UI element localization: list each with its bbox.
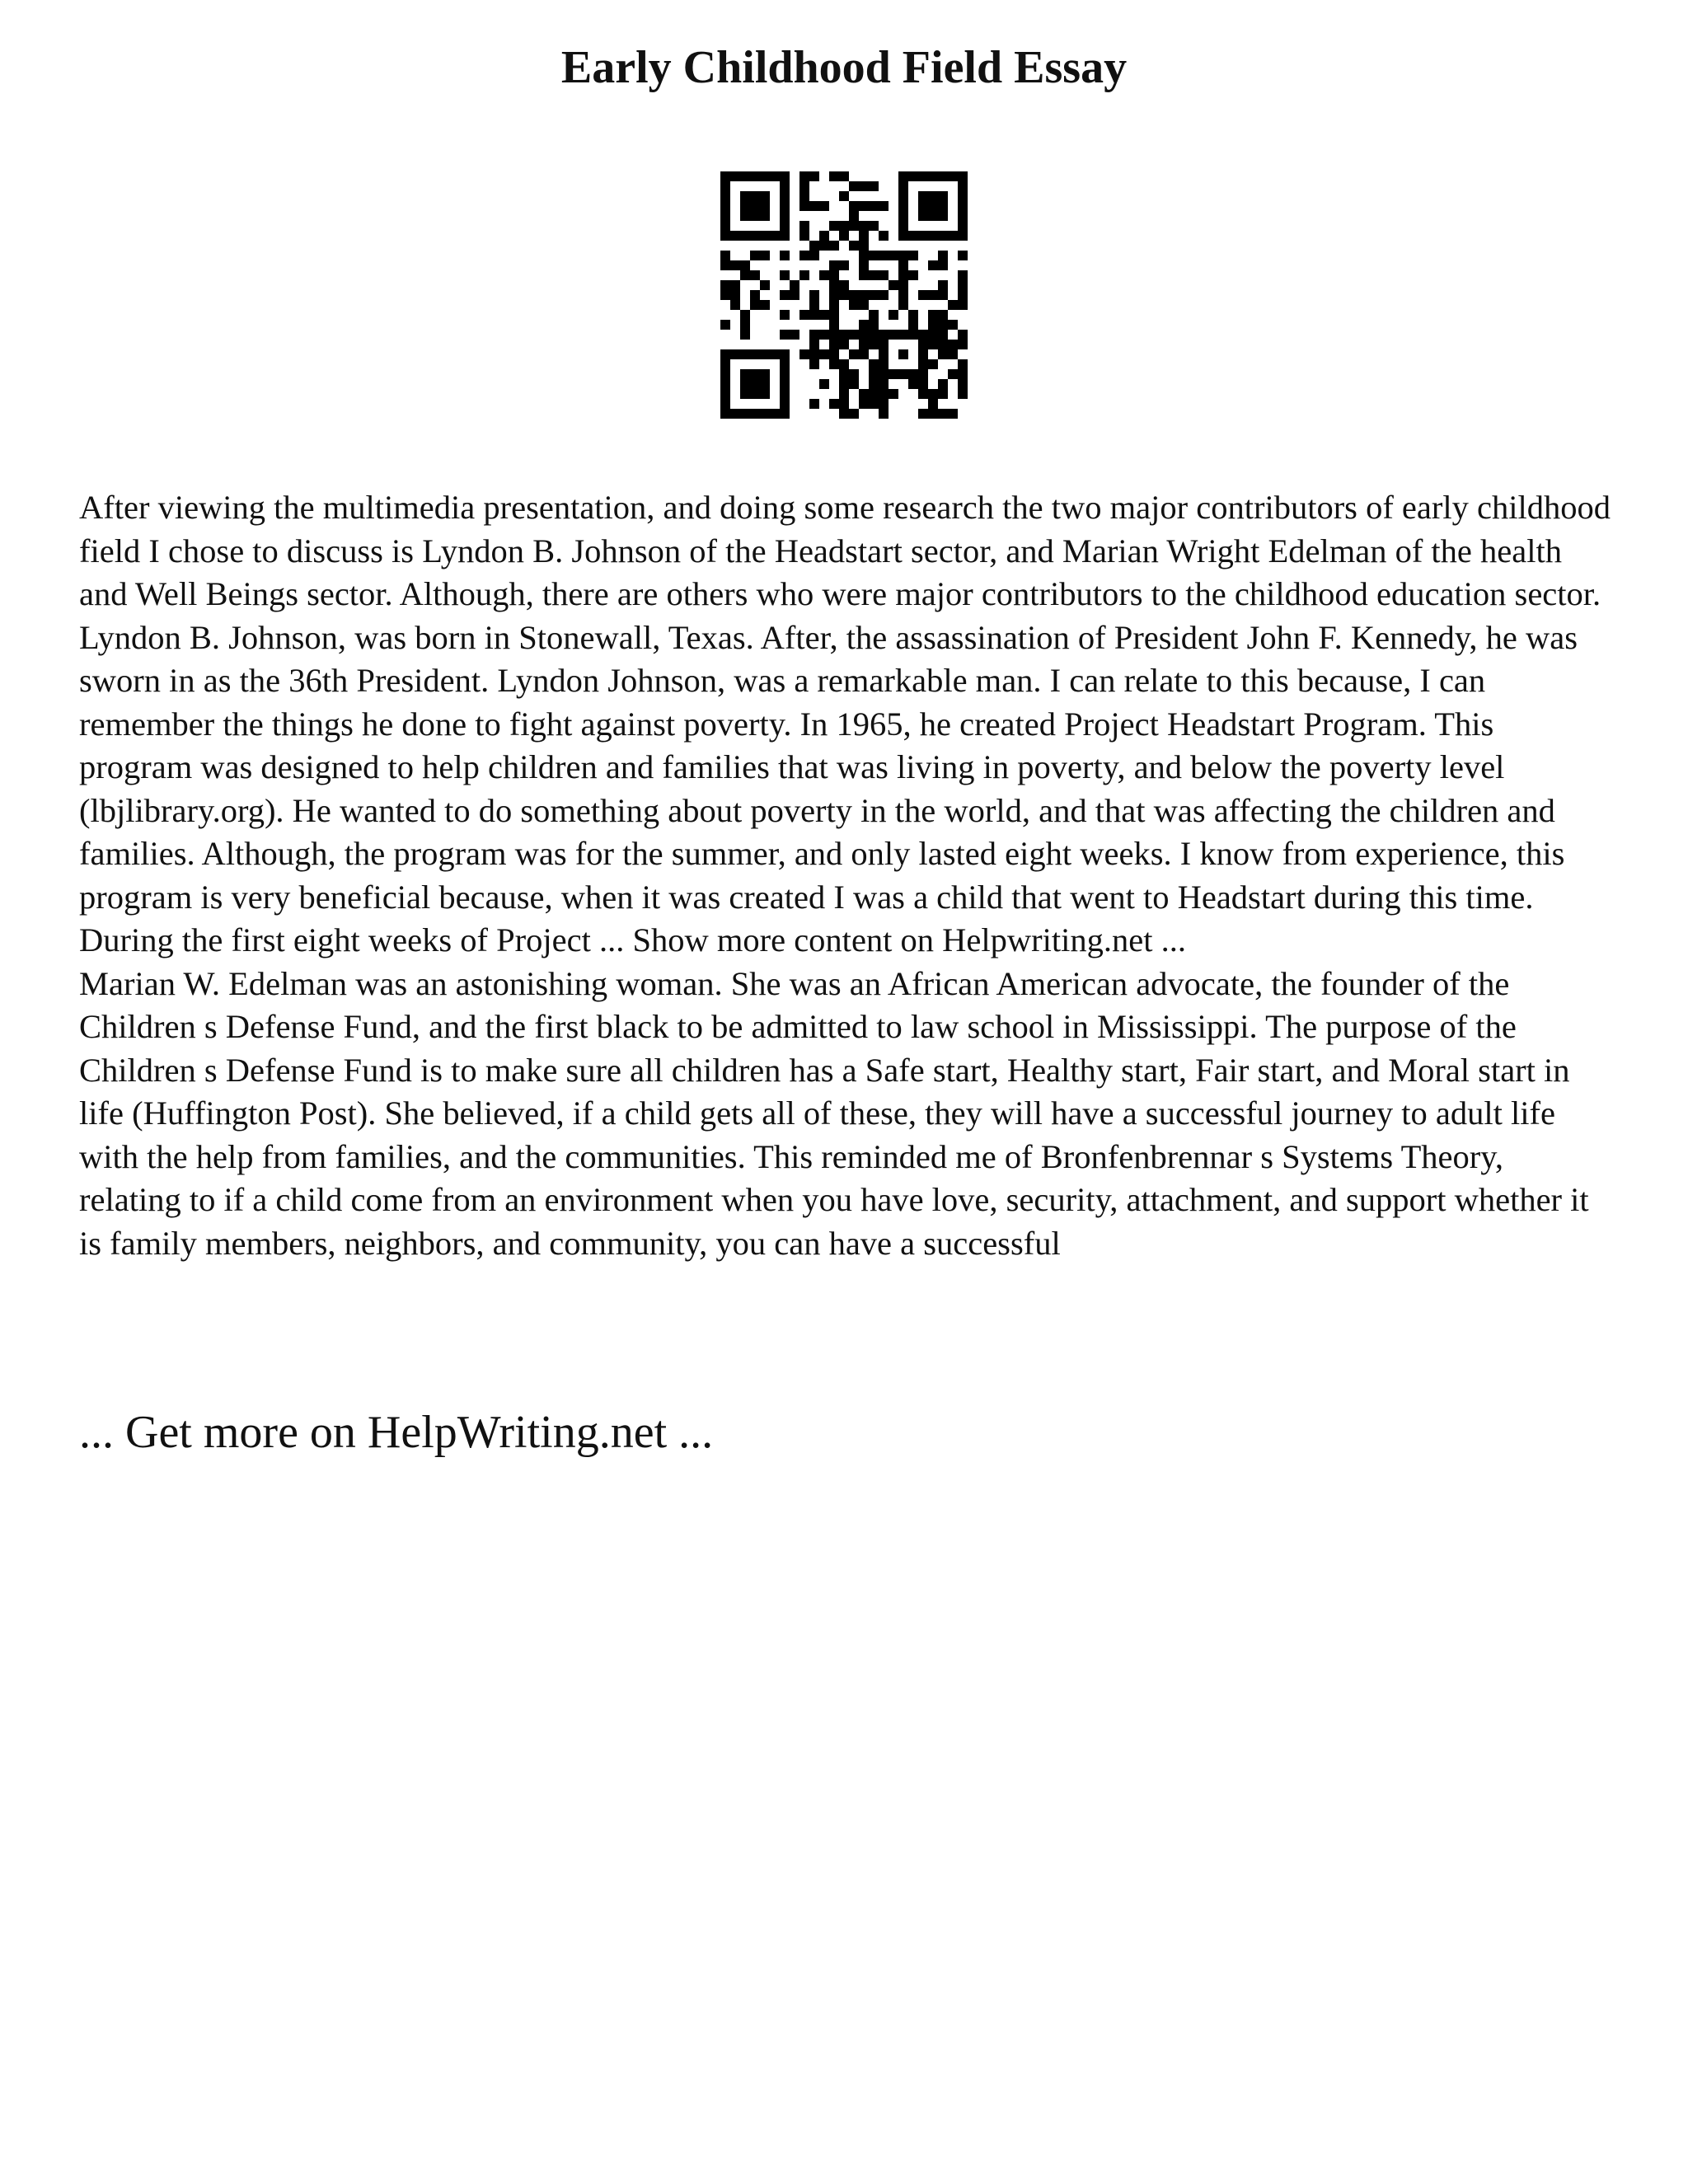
- get-more-link[interactable]: ... Get more on HelpWriting.net ...: [79, 1407, 714, 1458]
- page-title: Early Childhood Field Essay: [560, 42, 1128, 93]
- qr-code-icon: [720, 171, 968, 419]
- essay-paragraph-2: Marian W. Edelman was an astonishing woman. She was an African American advocate, the founder of the Children s Defense Fund, and the first black to be admitted to law school in Mississippi. The purpose of the Children s Defense Fund is to make sure all children has a Safe start, Healthy start, Fair start, and Moral start in life (Huffington Post). She believed, if a child gets all of these, they will have a successful journey to adult life with the help from families, and the communities. This reminded me of Bronfenbrennar s Systems Theory, relating to if a child come from an environment when you have love, security, attachment, and support whether it is family members, neighbors, and community, you can have a successful: [79, 964, 1589, 1262]
- essay-paragraph-1: After viewing the multimedia presentation, and doing some research the two major contributors of early childhood field I chose to discuss is Lyndon B. Johnson of the Headstart sector, and Marian Wright Edelman of the health and Well Beings sector. Although, there are others who were major contributors to the childhood education sector. Lyndon B. Johnson, was born in Stonewall, Texas. After, the assassination of President John F. Kennedy, he was sworn in as the 36th President. Lyndon Johnson, was a remarkable man. I can relate to this because, I can remember the things he done to fight against poverty. In 1965, he created Project Headstart Program. This program was designed to help children and families that was living in poverty, and below the poverty level (lbjlibrary.org). He wanted to do something about poverty in the world, and that was affecting the children and families. Although, the program was for the summer, and only lasted eight weeks. I know from experience, this program is very beneficial because, when it was created I was a child that went to Headstart during this time. During the first eight weeks of Project ... Show more content on Helpwriting.net ...: [79, 489, 1611, 958]
- essay-body: [79, 486, 1612, 1265]
